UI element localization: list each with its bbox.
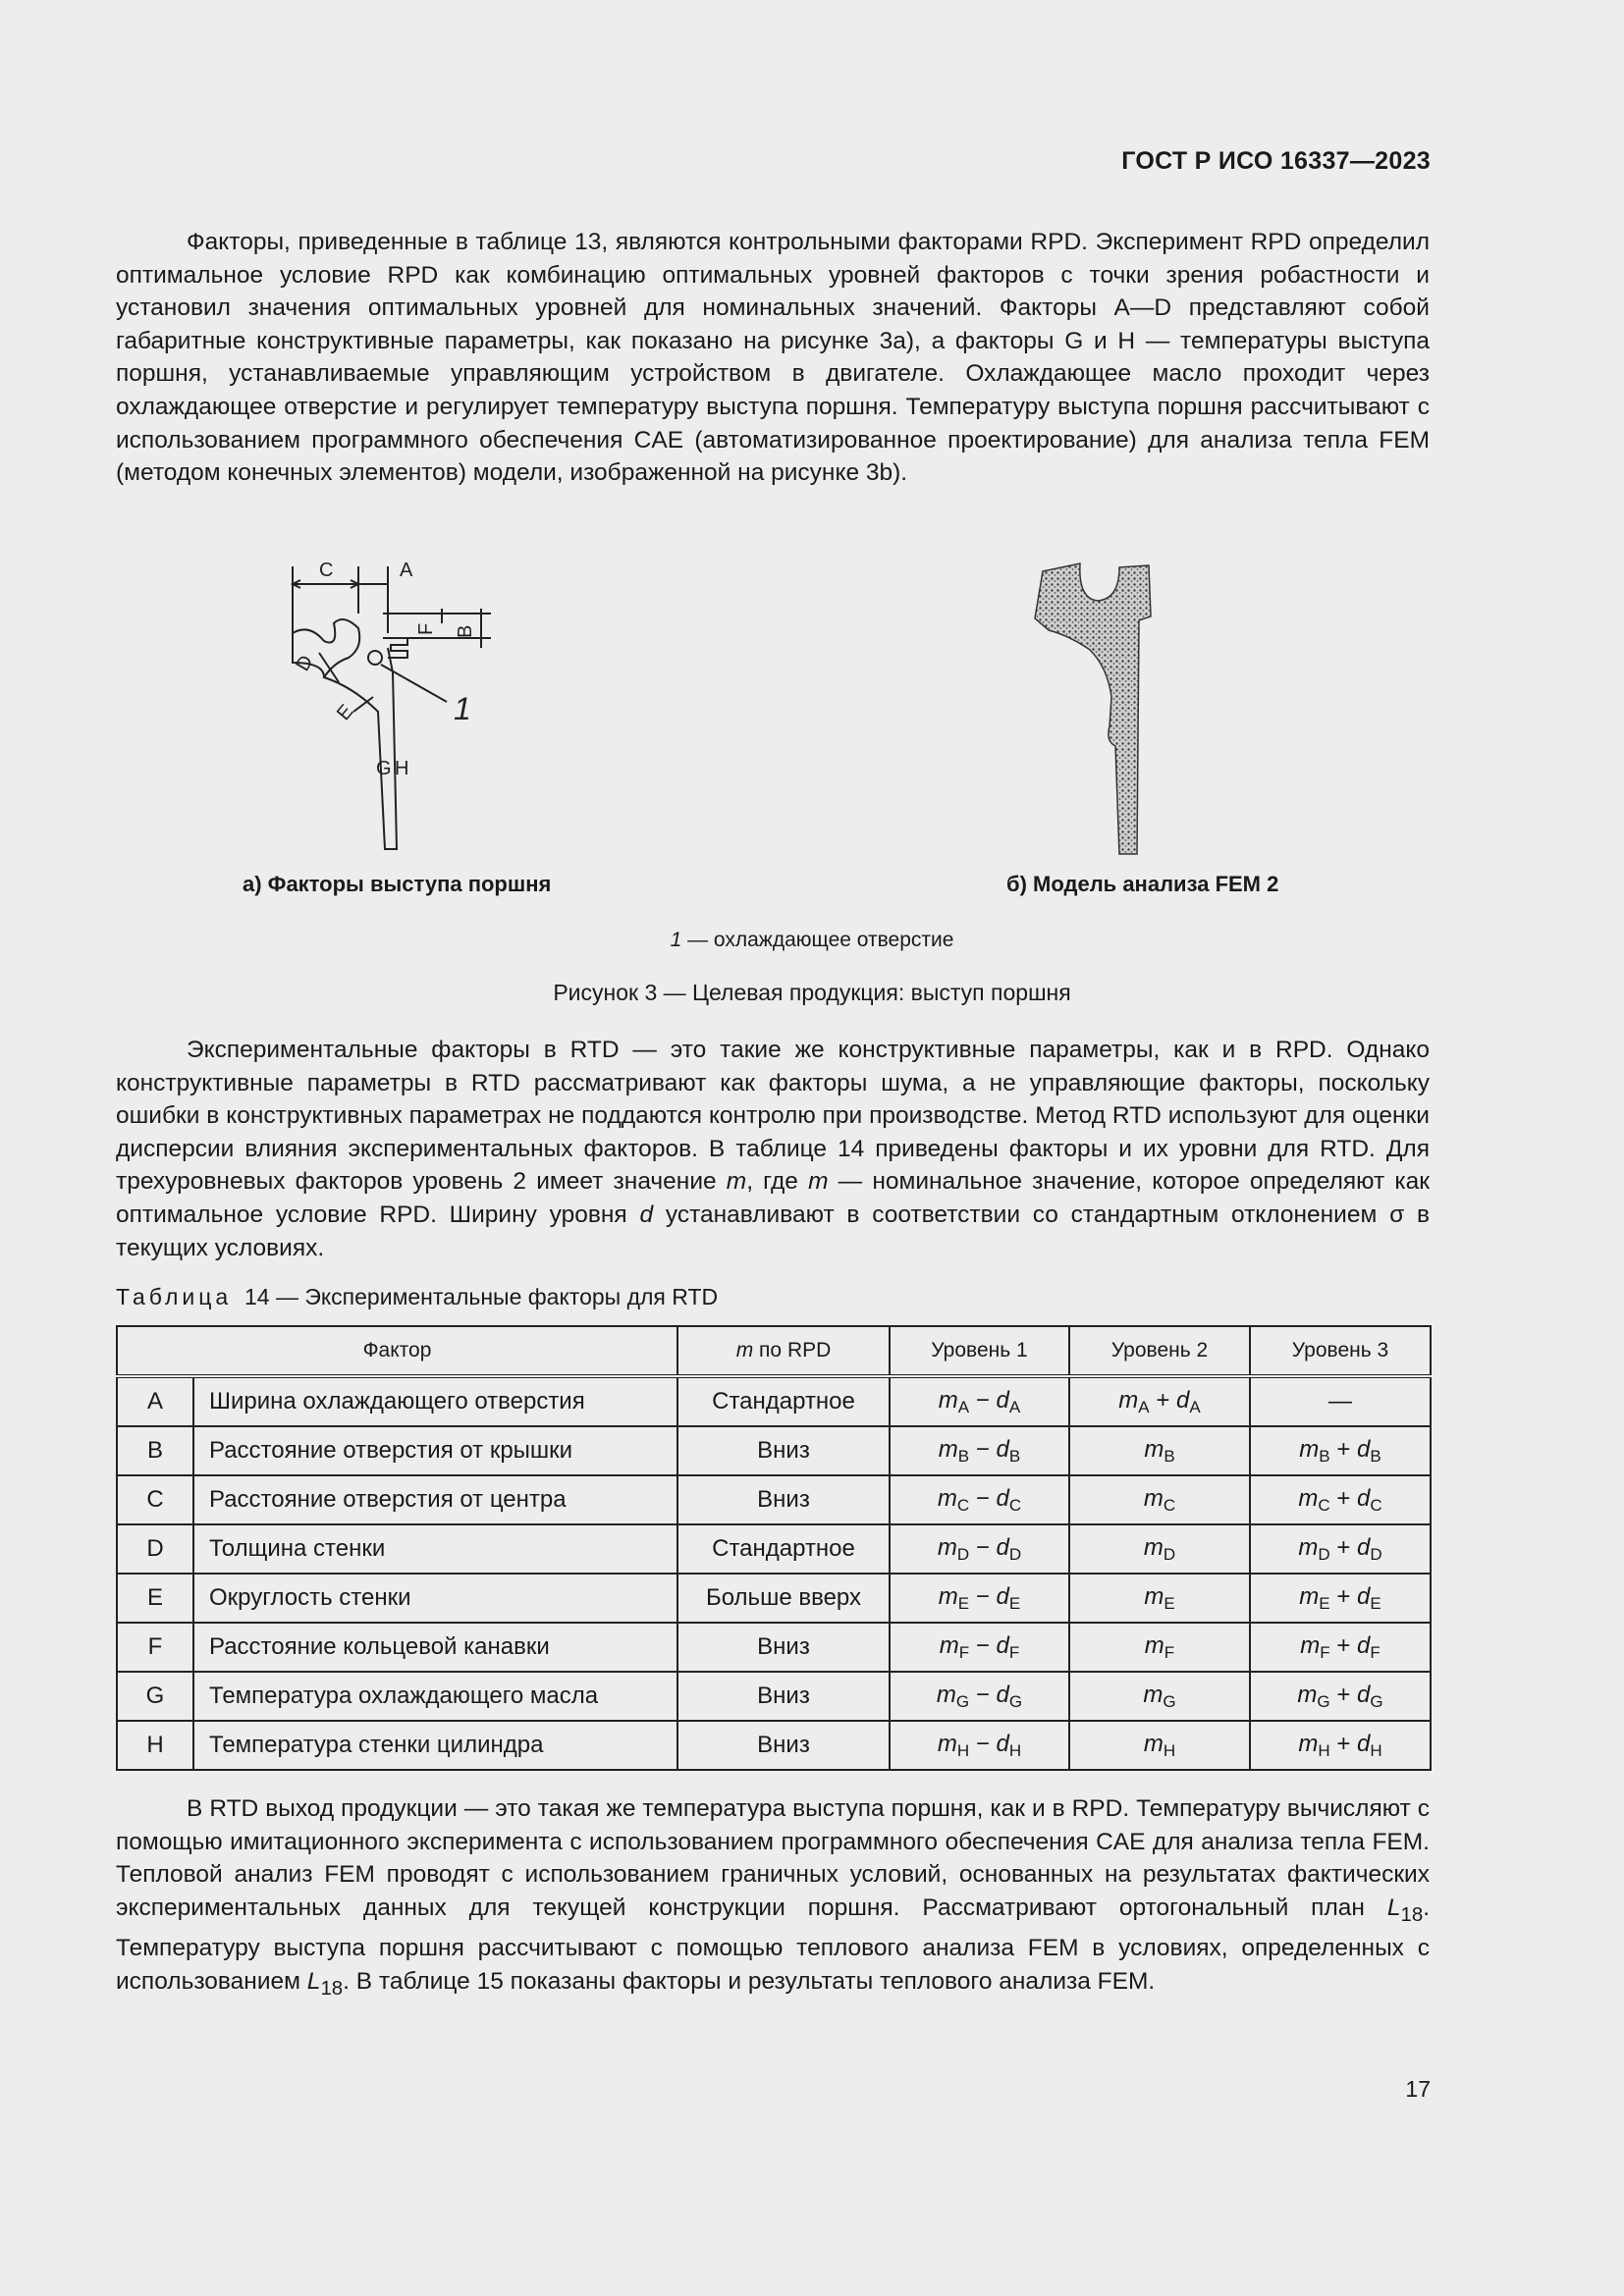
- factor-code: H: [117, 1721, 193, 1770]
- math-variable: $m_E$: [1144, 1582, 1175, 1613]
- factor-level-3: $m_F + d_F$: [1250, 1623, 1431, 1672]
- paragraph-3: [116, 1792, 1430, 2005]
- math-variable: $m_D$: [1143, 1533, 1176, 1564]
- math-variable: $m_B$: [1299, 1435, 1330, 1466]
- figure-caption-b: б) Модель анализа FEM 2: [1006, 872, 1279, 896]
- factor-rpd: Вниз: [677, 1623, 890, 1672]
- factor-code: F: [117, 1623, 193, 1672]
- math-variable: $m_F$: [939, 1631, 970, 1662]
- factor-level-3: —: [1250, 1376, 1431, 1426]
- factor-level-2: [1069, 1475, 1250, 1524]
- table-row: [117, 1721, 1431, 1770]
- legend-number: 1: [670, 929, 682, 951]
- paragraph-2-text-a: Экспериментальные факторы в RTD — это такие же конструктивные параметры, как и в RPD. Однако конструктивные параметры в RTD рассматривают как факторы шума, а не управляющие факторы, поскольку ошибки в конструктивных параметрах не поддаются контролю при производстве. Метод RTD используют для оценки дисперсии влияния экспериментальных факторов. В таблице 14 приведены факторы и их уровни для RTD. Для трехуровневых факторов уровень 2 имеет значение: [116, 1037, 1430, 1196]
- math-variable: $m_B$: [1144, 1435, 1175, 1466]
- math-variable: $d_B$: [996, 1435, 1021, 1466]
- page-number: 17: [1405, 2076, 1431, 2102]
- table-row: [117, 1475, 1431, 1524]
- factor-level-2: [1069, 1623, 1250, 1672]
- paragraph-2-var-m: m: [726, 1168, 747, 1196]
- header-level-1: Уровень 1: [890, 1326, 1069, 1376]
- paragraph-2-text-e: устанавливают в соответствии со стандартным отклонением σ в текущих условиях.: [116, 1201, 1430, 1261]
- math-variable: $m_D$: [1298, 1533, 1330, 1564]
- paragraph-2-text-c: — номинальное значение, которое определяют как оптимальное условие RPD. Ширину уровня: [116, 1168, 1430, 1228]
- math-variable: $m_C$: [937, 1484, 970, 1515]
- header-level-3: Уровень 3: [1250, 1326, 1431, 1376]
- factor-rpd: Вниз: [677, 1426, 890, 1475]
- factor-level-2: [1069, 1574, 1250, 1623]
- factor-name: Температура охлаждающего масла: [193, 1672, 677, 1721]
- factor-name: Температура стенки цилиндра: [193, 1721, 677, 1770]
- factor-rpd: Больше вверх: [677, 1574, 890, 1623]
- math-variable: $d_H$: [1357, 1730, 1382, 1760]
- math-variable: $m_H$: [1298, 1730, 1330, 1760]
- factors-table: [116, 1325, 1432, 1771]
- label-f: F: [415, 622, 437, 635]
- paragraph-2-var-d: d: [639, 1201, 654, 1228]
- header-level-2: Уровень 2: [1069, 1326, 1250, 1376]
- factor-name: Расстояние отверстия от крышки: [193, 1426, 677, 1475]
- math-variable: $d_C$: [996, 1484, 1022, 1515]
- label-c: C: [319, 560, 334, 581]
- figure-title: Рисунок 3 — Целевая продукция: выступ поршня: [553, 980, 1071, 1005]
- math-variable: $m_A$: [1118, 1386, 1150, 1416]
- factor-level-1: $m_E - d_E$: [890, 1574, 1069, 1623]
- factor-level-3: $m_B + d_B$: [1250, 1426, 1431, 1475]
- math-variable: $d_B$: [1357, 1435, 1381, 1466]
- table-row: [117, 1524, 1431, 1574]
- label-h: H: [395, 758, 409, 779]
- header-m-rest: по RPD: [753, 1339, 832, 1362]
- factor-level-2: [1069, 1524, 1250, 1574]
- factor-level-1: $m_D - d_D$: [890, 1524, 1069, 1574]
- paragraph-3-var-l: L: [1386, 1894, 1401, 1921]
- table-caption-text: 14 — Экспериментальные факторы для RTD: [244, 1284, 719, 1309]
- math-variable: $m_C$: [1298, 1484, 1330, 1515]
- table-row: [117, 1426, 1431, 1475]
- math-variable: $d_C$: [1357, 1484, 1382, 1515]
- paragraph-2-var-m2: m: [808, 1168, 829, 1196]
- math-variable: $m_E$: [938, 1582, 970, 1613]
- math-variable: $d_E$: [1357, 1582, 1381, 1613]
- table-header-row: [117, 1326, 1431, 1376]
- legend-text: — охлаждающее отверстие: [681, 929, 954, 951]
- factor-name: Округлость стенки: [193, 1574, 677, 1623]
- math-variable: $m_H$: [937, 1730, 970, 1760]
- math-variable: $m_C$: [1143, 1484, 1176, 1515]
- math-variable: $m_B$: [938, 1435, 970, 1466]
- factor-level-3: $m_C + d_C$: [1250, 1475, 1431, 1524]
- table-caption: [116, 1284, 718, 1310]
- factor-rpd: Вниз: [677, 1672, 890, 1721]
- factor-code: A: [117, 1376, 193, 1426]
- label-b: B: [455, 624, 476, 638]
- factor-code: C: [117, 1475, 193, 1524]
- factor-level-1: $m_G - d_G$: [890, 1672, 1069, 1721]
- piston-factors-drawing: [265, 555, 511, 859]
- math-variable: $d_E$: [996, 1582, 1021, 1613]
- factor-level-2: [1069, 1721, 1250, 1770]
- paragraph-3-text-b: . Температуру выступа поршня рассчитывают с помощью теплового анализа FEM в условиях, определенных с использованием: [116, 1894, 1430, 1995]
- math-variable: $m_D$: [937, 1533, 970, 1564]
- label-g: G: [376, 758, 392, 779]
- factor-rpd: Вниз: [677, 1721, 890, 1770]
- label-e: E: [332, 700, 358, 725]
- paragraph-3-sub2: 18: [320, 1977, 344, 2000]
- math-variable: $m_E$: [1299, 1582, 1330, 1613]
- factor-rpd: Стандартное: [677, 1376, 890, 1426]
- paragraph-3-text-c: . В таблице 15 показаны факторы и результаты теплового анализа FEM.: [343, 1967, 1156, 1995]
- math-variable: $m_H$: [1143, 1730, 1176, 1760]
- factor-code: D: [117, 1524, 193, 1574]
- factor-name: Расстояние кольцевой канавки: [193, 1623, 677, 1672]
- paragraph-3-text-a: В RTD выход продукции — это такая же температура выступа поршня, как и в RPD. Температуру вычисляют с помощью имитационного эксперимента с использованием программного обеспечения CAE для анализа тепла FEM. Тепловой анализ FEM проводят с использованием граничных условий, основанных на результатах фактических экспериментальных данных для текущей конструкции поршня. Рассматривают ортогональный план: [116, 1795, 1430, 1921]
- document-header: ГОСТ Р ИСО 16337—2023: [1121, 147, 1431, 175]
- table-row: [117, 1672, 1431, 1721]
- paragraph-3-var-l2: L: [306, 1967, 321, 1995]
- label-d: D: [292, 651, 318, 675]
- factor-level-3: $m_E + d_E$: [1250, 1574, 1431, 1623]
- math-variable: $d_F$: [1357, 1631, 1380, 1662]
- paragraph-3-sub: 18: [1400, 1903, 1424, 1926]
- factor-code: G: [117, 1672, 193, 1721]
- fem-model-image: [1021, 560, 1198, 864]
- math-variable: $m_F$: [1300, 1631, 1330, 1662]
- factor-name: Толщина стенки: [193, 1524, 677, 1574]
- math-variable: $d_G$: [996, 1681, 1023, 1711]
- math-variable: $d_D$: [1357, 1533, 1382, 1564]
- factor-level-3: $m_H + d_H$: [1250, 1721, 1431, 1770]
- factor-level-1: $m_B - d_B$: [890, 1426, 1069, 1475]
- math-variable: $m_G$: [1143, 1681, 1176, 1711]
- math-variable: $d_D$: [996, 1533, 1022, 1564]
- factor-level-1: $m_H - d_H$: [890, 1721, 1069, 1770]
- factor-level-1: $m_C - d_C$: [890, 1475, 1069, 1524]
- table-caption-word: Таблица: [116, 1284, 233, 1309]
- label-1: 1: [454, 691, 471, 726]
- factor-name: Расстояние отверстия от центра: [193, 1475, 677, 1524]
- math-variable: $d_G$: [1357, 1681, 1383, 1711]
- math-variable: $d_H$: [996, 1730, 1022, 1760]
- factor-level-1: $m_F - d_F$: [890, 1623, 1069, 1672]
- factor-level-2: [1069, 1672, 1250, 1721]
- paragraph-2: [116, 1034, 1430, 1264]
- table-row: [117, 1376, 1431, 1426]
- table-row: [117, 1574, 1431, 1623]
- figure-caption-a: а) Факторы выступа поршня: [243, 872, 552, 896]
- paragraph-1: [116, 226, 1430, 490]
- math-variable: $m_A$: [938, 1386, 970, 1416]
- factor-code: B: [117, 1426, 193, 1475]
- factor-rpd: Стандартное: [677, 1524, 890, 1574]
- math-variable: $m_F$: [1144, 1631, 1175, 1662]
- math-variable: $m_G$: [1297, 1681, 1330, 1711]
- table-row: [117, 1623, 1431, 1672]
- factor-level-3: $m_G + d_G$: [1250, 1672, 1431, 1721]
- header-m-rpd: [677, 1326, 890, 1376]
- factor-level-2: [1069, 1426, 1250, 1475]
- figure-legend: [0, 929, 1624, 952]
- math-variable: $d_A$: [996, 1386, 1021, 1416]
- math-variable: $d_A$: [1176, 1386, 1201, 1416]
- factor-level-3: $m_D + d_D$: [1250, 1524, 1431, 1574]
- math-variable: $m_G$: [936, 1681, 970, 1711]
- math-variable: $d_F$: [996, 1631, 1020, 1662]
- paragraph-2-text-b: , где: [746, 1168, 809, 1196]
- factor-code: E: [117, 1574, 193, 1623]
- header-factor: Фактор: [117, 1326, 677, 1376]
- factor-name: Ширина охлаждающего отверстия: [193, 1376, 677, 1426]
- header-m-italic: m: [735, 1339, 754, 1362]
- factor-level-1: $m_A - d_A$: [890, 1376, 1069, 1426]
- label-a: A: [400, 560, 413, 581]
- factor-rpd: Вниз: [677, 1475, 890, 1524]
- factor-level-2: $m_A + d_A$: [1069, 1376, 1250, 1426]
- paragraph-1-text: Факторы, приведенные в таблице 13, являются контрольными факторами RPD. Эксперимент RPD определил оптимальное условие RPD как комбинацию оптимальных уровней факторов с точки зрения робастности и установил значения оптимальных уровней для номинальных значений. Факторы A—D представляют собой габаритные конструктивные параметры, как показано на рисунке 3а), а факторы G и H — температуры выступа поршня, устанавливаемые управляющим устройством в двигателе. Охлаждающее масло проходит через охлаждающее отверстие и регулирует температуру выступа поршня. Температуру выступа поршня рассчитывают с использованием программного обеспечения CAE (автоматизированное проектирование) для анализа тепла FEM (методом конечных элементов) модели, изображенной на рисунке 3b).: [116, 229, 1430, 487]
